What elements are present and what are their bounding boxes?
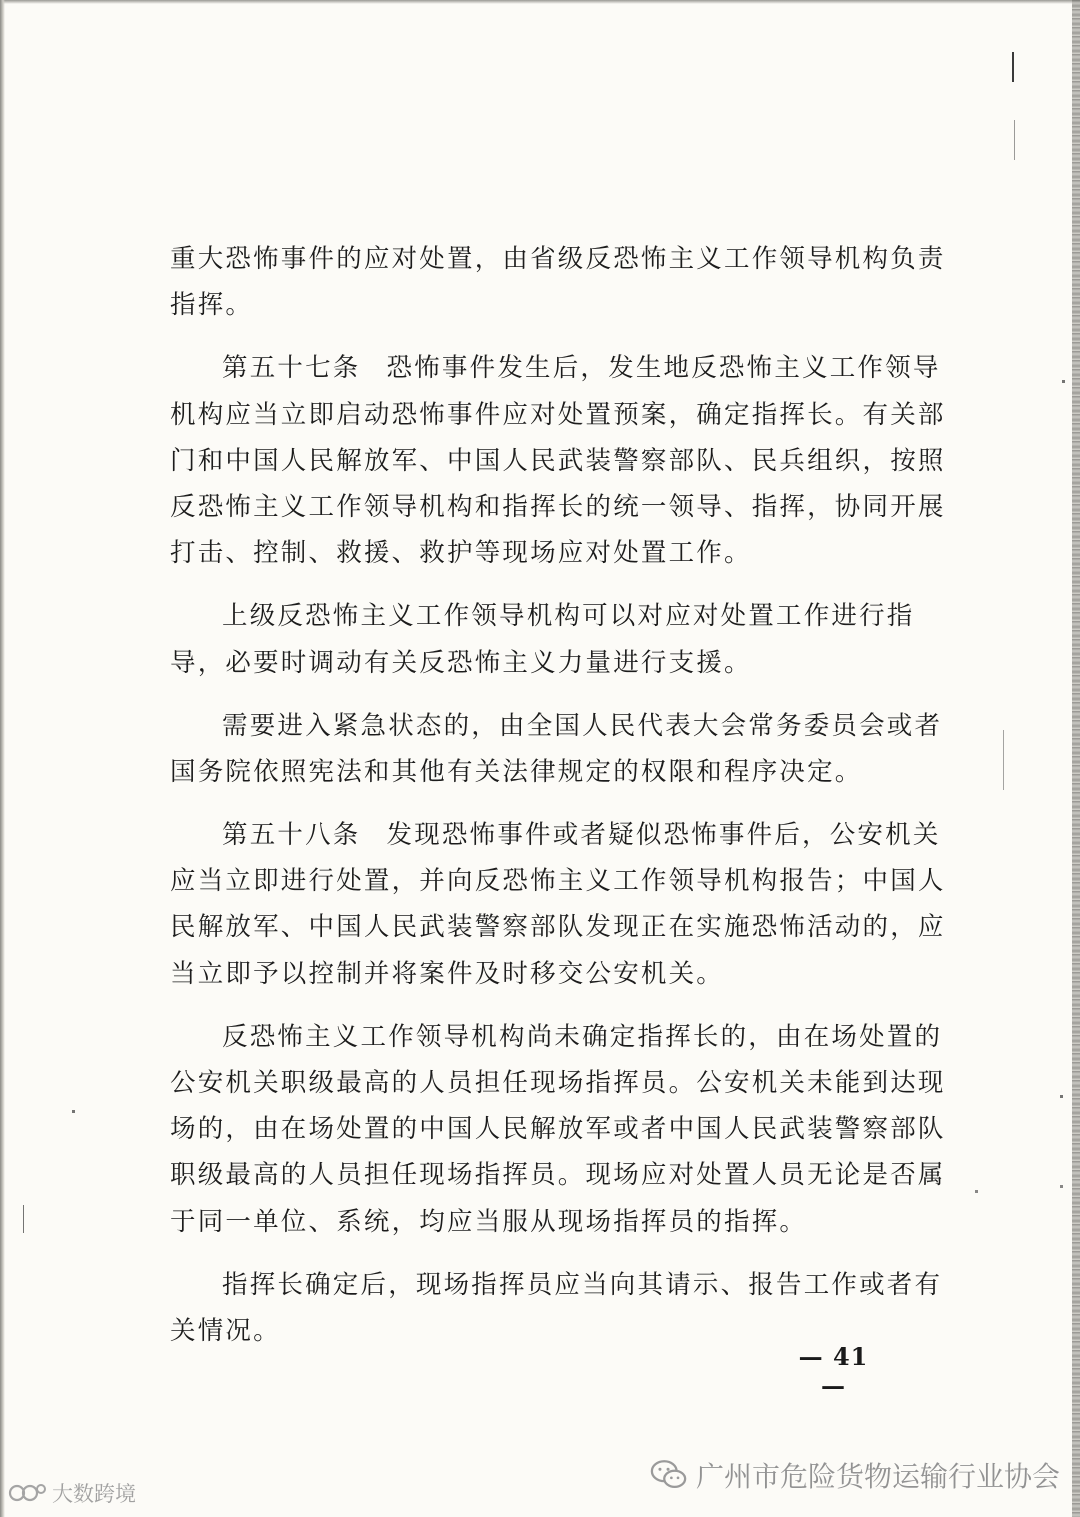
scan-artifact [1012, 52, 1014, 82]
text-line-content: 发现恐怖事件或者疑似恐怖事件后，公安机关 [386, 820, 941, 851]
text-line-content: 场的，由在场处置的中国人民解放军或者中国人民武装警察部队 [170, 1114, 946, 1145]
text-line-content: 指挥。 [170, 290, 254, 321]
text-line-content: 需要进入紧急状态的，由全国人民代表大会常务委员会或者 [222, 710, 943, 741]
statute-text [170, 236, 946, 1354]
text-line-content: 于同一单位、系统，均应当服从现场指挥员的指挥。 [170, 1206, 808, 1237]
text-line-content: 反恐怖主义工作领导机构和指挥长的统一领导、指挥，协同开展 [170, 491, 946, 522]
text-line [170, 392, 946, 438]
text-line [170, 640, 915, 686]
text-line-content: 关情况。 [170, 1315, 281, 1346]
scan-artifact [23, 1205, 24, 1233]
text-line [170, 951, 915, 997]
scan-artifact [1060, 1095, 1063, 1098]
text-line-content: 打击、控制、救援、救护等现场应对处置工作。 [170, 538, 752, 569]
scan-edge-top [0, 0, 1080, 4]
text-line-content: 当立即予以控制并将案件及时移交公安机关。 [170, 958, 725, 989]
text-line-content: 指挥长确定后，现场指挥员应当向其请示、报告工作或者有 [222, 1269, 943, 1300]
text-line [170, 812, 941, 858]
text-line-content: 导，必要时调动有关反恐怖主义力量进行支援。 [170, 647, 752, 678]
article-heading: 第五十八条 [222, 820, 361, 851]
text-line [170, 236, 946, 282]
text-line-content: 国务院依照宪法和其他有关法律规定的权限和程序决定。 [170, 756, 863, 787]
source-watermark-text: 大数跨境 [52, 1482, 136, 1506]
text-line-content: 上级反恐怖主义工作领导机构可以对应对处置工作进行指 [222, 601, 915, 632]
text-line [170, 1014, 943, 1060]
scan-artifact [1060, 1185, 1063, 1188]
scan-artifact [975, 1190, 978, 1193]
text-line [170, 593, 915, 639]
text-line [170, 438, 946, 484]
text-line-content: 门和中国人民解放军、中国人民武装警察部队、民兵组织，按照 [170, 445, 946, 476]
text-line-content: 民解放军、中国人民武装警察部队发现正在实施恐怖活动的，应 [170, 912, 946, 943]
scan-edge-right [1072, 0, 1080, 1517]
scan-artifact [72, 1110, 75, 1113]
text-line [170, 1262, 943, 1308]
wechat-icon [650, 1458, 688, 1492]
text-line [170, 1199, 915, 1245]
publisher-watermark [650, 1450, 1060, 1500]
scan-artifact [1003, 730, 1004, 790]
text-line-content: 重大恐怖事件的应对处置，由省级反恐怖主义工作领导机构负责 [170, 244, 946, 274]
text-line-content: 机构应当立即启动恐怖事件应对处置预案，确定指挥长。有关部 [170, 399, 946, 430]
text-line [170, 530, 915, 576]
text-line [170, 345, 941, 391]
text-line-content: 职级最高的人员担任现场指挥员。现场应对处置人员无论是否属 [170, 1160, 946, 1191]
page-number: — 41 — [798, 1342, 869, 1400]
text-line [170, 484, 946, 530]
text-line [170, 703, 943, 749]
text-line [170, 1152, 946, 1198]
text-line [170, 1060, 946, 1106]
text-line-content: 应当立即进行处置，并向反恐怖主义工作领导机构报告；中国人 [170, 866, 946, 897]
scan-artifact [1014, 120, 1015, 160]
scan-edge-left [0, 0, 5, 1517]
text-line-content: 反恐怖主义工作领导机构尚未确定指挥长的，由在场处置的 [222, 1021, 943, 1052]
text-line [170, 904, 946, 950]
text-line [170, 858, 946, 904]
text-line [170, 749, 915, 795]
article-heading: 第五十七条 [222, 353, 361, 384]
text-line [170, 1106, 946, 1152]
text-line-content: 恐怖事件发生后，发生地反恐怖主义工作领导 [386, 353, 941, 384]
scan-artifact [1062, 380, 1065, 383]
source-logo-icon [8, 1480, 48, 1506]
publisher-watermark-text: 广州市危险货物运输行业协会 [695, 1460, 1060, 1493]
text-line-content: 公安机关职级最高的人员担任现场指挥员。公安机关未能到达现 [170, 1068, 946, 1098]
source-watermark [8, 1478, 136, 1508]
text-line [170, 282, 915, 328]
